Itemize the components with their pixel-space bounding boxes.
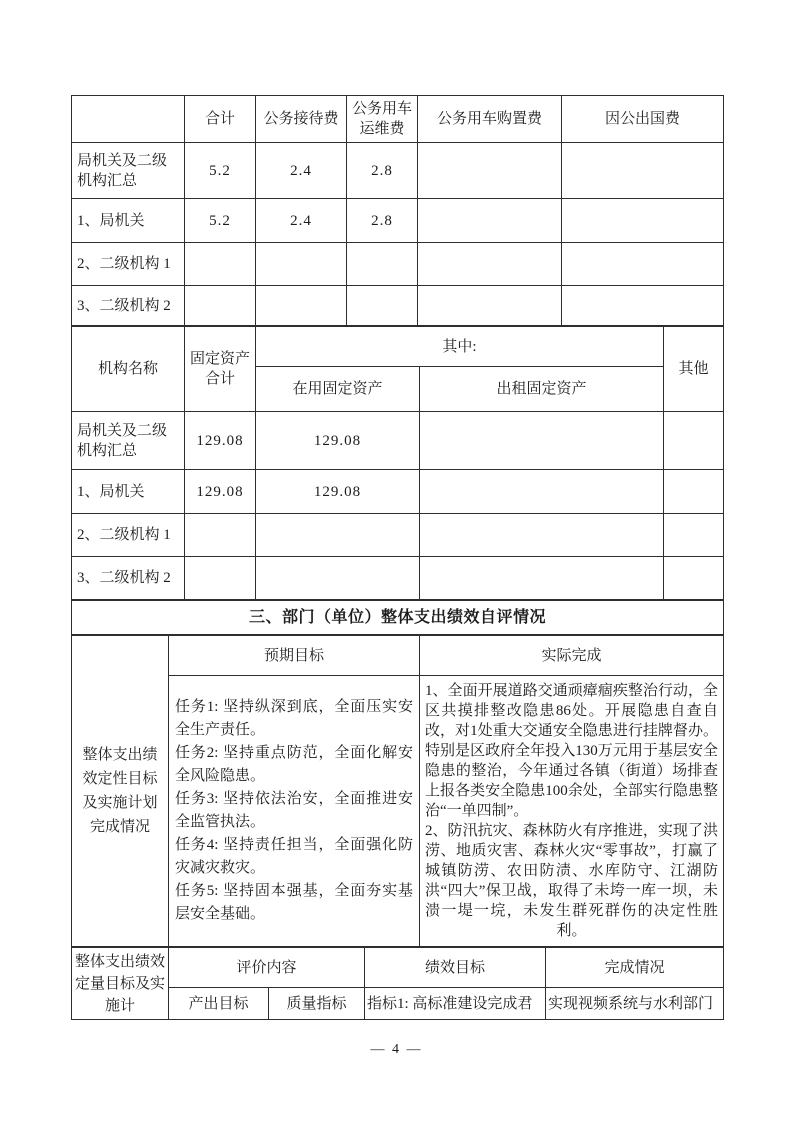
cell-total: 5.2 [185,143,256,199]
cell-in-use: 129.08 [256,470,420,514]
cell-abroad [562,199,724,243]
cell-other [664,412,724,470]
cell-vehicle-maint [347,286,418,326]
table-row [72,199,724,243]
table-row [72,143,724,199]
quantitative-performance-table [71,947,724,1020]
col-header-eval-content: 评价内容 [169,948,365,988]
actual-completion-cell [420,676,724,947]
row-label: 2、二级机构 1 [72,243,185,286]
cell-assets-total [185,514,256,557]
expected-tasks-cell [169,676,420,947]
cell-quality-indicator: 质量指标 [269,988,365,1020]
row-label: 3、二级机构 2 [72,557,185,600]
cell-vehicle-purchase [418,243,562,286]
cell-rented [420,557,664,600]
row-label: 1、局机关 [72,470,185,514]
fixed-assets-table [71,326,724,600]
col-header-org-name: 机构名称 [72,327,185,412]
page-number: — 4 — [370,1042,423,1057]
task-item: 任务2: 坚持重点防范，全面化解安全风险隐患。 [175,745,413,784]
cell-indicator-text: 指标1: 高标准建设完成君 [365,988,546,1020]
cell-reception [256,243,347,286]
task-item: 任务5: 坚持固本强基，全面夯实基层安全基础。 [175,883,413,922]
row-label: 局机关及二级机构汇总 [72,143,185,199]
cell-output-target: 产出目标 [169,988,269,1020]
col-header-performance-target: 绩效目标 [365,948,546,988]
quantitative-row-label: 整体支出绩效定量目标及实施计 [72,948,169,1020]
cell-total [185,243,256,286]
section-title: 三、部门（单位）整体支出绩效自评情况 [72,601,724,635]
row-label: 2、二级机构 1 [72,514,185,557]
col-header-expected: 预期目标 [169,636,420,676]
table-header-row [72,96,724,143]
cell-rented [420,514,664,557]
cell-in-use [256,557,420,600]
cell-vehicle-maint: 2.8 [347,199,418,243]
table-row [72,470,724,514]
corner-cell [72,96,185,143]
col-header-actual: 实际完成 [420,636,724,676]
cell-total [185,286,256,326]
col-header-completion: 完成情况 [546,948,724,988]
row-label: 3、二级机构 2 [72,286,185,326]
cell-assets-total [185,557,256,600]
cell-abroad [562,286,724,326]
cell-in-use [256,514,420,557]
col-header-in-use: 在用固定资产 [256,367,420,412]
col-header-vehicle-purchase: 公务用车购置费 [418,96,562,143]
col-header-other: 其他 [664,327,724,412]
col-header-rented: 出租固定资产 [420,367,664,412]
cell-abroad [562,243,724,286]
row-label: 1、局机关 [72,199,185,243]
table-row [72,286,724,326]
task-item: 任务1: 坚持纵深到底，全面压实安全生产责任。 [175,699,413,738]
actual-paragraph: 1、全面开展道路交通顽瘴痼疾整治行动，全区共摸排整改隐患86处。开展隐患自查自改，对1处重大交通安全隐患进行挂牌督办。特别是区政府全年投入130万元用于基层安全隐患的整治，今年通过各镇（街道）场排查上报各类安全隐患100余处，全部实行隐患整治“一单四制”。 [425,683,718,819]
cell-vehicle-purchase [418,286,562,326]
cell-vehicle-purchase [418,199,562,243]
cell-total: 5.2 [185,199,256,243]
task-item: 任务4: 坚持责任担当，全面强化防灾减灾救灾。 [175,837,413,876]
col-header-abroad: 因公出国费 [562,96,724,143]
col-header-vehicle-maint: 公务用车运维费 [347,96,418,143]
cell-other [664,557,724,600]
qualitative-performance-table [71,635,724,947]
cell-reception: 2.4 [256,143,347,199]
cell-in-use: 129.08 [256,412,420,470]
qualitative-row-label: 整体支出绩效定性目标及实施计划完成情况 [72,636,169,947]
table-row [72,676,724,947]
table-header-row [72,948,724,988]
cell-other [664,514,724,557]
cell-reception: 2.4 [256,199,347,243]
cell-vehicle-maint: 2.8 [347,143,418,199]
table-row [72,988,724,1020]
cell-assets-total: 129.08 [185,412,256,470]
table-row [72,514,724,557]
section-title-row [71,600,724,635]
cell-other [664,470,724,514]
col-header-total: 合计 [185,96,256,143]
actual-paragraph: 2、防汛抗灾、森林防火有序推进，实现了洪涝、地质灾害、森林火灾“零事故”，打赢了城镇防涝、农田防渍、水库防守、江湖防洪“四大”保卫战，取得了未垮一库一坝，未溃一堤一垸，未发生群死群伤的决定性胜利。 [425,823,718,939]
cell-vehicle-purchase [418,143,562,199]
cell-rented [420,470,664,514]
table-row [72,557,724,600]
three-public-expense-table [71,95,724,326]
col-header-assets-total: 固定资产合计 [185,327,256,412]
task-item: 任务3: 坚持依法治安，全面推进安全监管执法。 [175,791,413,830]
row-label: 局机关及二级机构汇总 [72,412,185,470]
cell-completion-text: 实现视频系统与水利部门 [546,988,724,1020]
col-header-reception: 公务接待费 [256,96,347,143]
table-row [72,243,724,286]
col-header-among: 其中: [256,327,664,367]
cell-assets-total: 129.08 [185,470,256,514]
table-header-row [72,327,724,367]
table-row [72,412,724,470]
cell-reception [256,286,347,326]
cell-rented [420,412,664,470]
cell-vehicle-maint [347,243,418,286]
cell-abroad [562,143,724,199]
table-header-row [72,636,724,676]
